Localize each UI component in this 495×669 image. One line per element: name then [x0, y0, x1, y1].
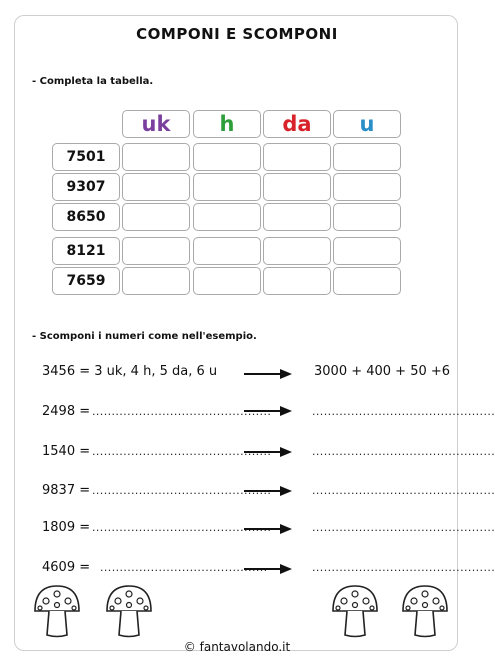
arrow-icon — [244, 524, 292, 534]
table-answer-cell[interactable] — [193, 203, 261, 231]
table-answer-cell[interactable] — [122, 237, 190, 265]
table-answer-cell[interactable] — [193, 143, 261, 171]
table-answer-cell[interactable] — [333, 237, 401, 265]
mushroom-icon — [330, 583, 380, 639]
arrow-icon — [244, 369, 292, 379]
table-answer-cell[interactable] — [122, 203, 190, 231]
table-answer-cell[interactable] — [333, 267, 401, 295]
arrow-icon — [244, 486, 292, 496]
arrow-icon — [244, 406, 292, 416]
table-answer-cell[interactable] — [263, 173, 331, 201]
table-answer-cell[interactable] — [263, 237, 331, 265]
header-u: u — [333, 110, 401, 138]
exercise-9837-answer-line[interactable]: .............................................. — [92, 484, 272, 497]
exercise-1540-number: 1540 = — [42, 444, 91, 459]
table-answer-cell[interactable] — [263, 267, 331, 295]
table-answer-cell[interactable] — [263, 203, 331, 231]
exercise-1809-answer-line[interactable]: .............................................. — [92, 521, 272, 534]
table-number-2: 9307 — [52, 173, 120, 201]
footer-credit: © fantavolando.it — [183, 640, 291, 654]
instruction-decompose: - Scomponi i numeri come nell'esempio. — [32, 331, 257, 342]
exercise-4609-answer-line[interactable]: ........................................... — [100, 561, 268, 574]
arrow-icon — [244, 564, 292, 574]
table-answer-cell[interactable] — [122, 143, 190, 171]
arrow-icon — [244, 447, 292, 457]
worksheet-title: COMPONI E SCOMPONI — [136, 25, 338, 43]
table-answer-cell[interactable] — [193, 237, 261, 265]
exercise-9837-number: 9837 = — [42, 483, 91, 498]
mushroom-icon — [32, 583, 82, 639]
table-answer-cell[interactable] — [122, 173, 190, 201]
table-answer-cell[interactable] — [122, 267, 190, 295]
mushroom-icon — [104, 583, 154, 639]
table-answer-cell[interactable] — [193, 267, 261, 295]
table-answer-cell[interactable] — [263, 143, 331, 171]
exercise-4609-number: 4609 = — [42, 560, 91, 575]
header-da: da — [263, 110, 331, 138]
table-number-3: 8650 — [52, 203, 120, 231]
header-h: h — [193, 110, 261, 138]
instruction-table: - Completa la tabella. — [32, 76, 154, 87]
table-number-1: 7501 — [52, 143, 120, 171]
exercise-1540-result-line[interactable]: ............................................... — [312, 445, 495, 458]
exercise-1809-result-line[interactable]: ............................................... — [312, 521, 495, 534]
table-answer-cell[interactable] — [333, 203, 401, 231]
exercise-4609-result-line[interactable]: ............................................... — [312, 561, 495, 574]
exercise-1809-number: 1809 = — [42, 520, 91, 535]
exercise-2498-answer-line[interactable]: .............................................. — [92, 405, 272, 418]
exercise-2498-number: 2498 = — [42, 404, 91, 419]
example-left: 3456 = 3 uk, 4 h, 5 da, 6 u — [42, 364, 218, 379]
table-answer-cell[interactable] — [193, 173, 261, 201]
mushroom-icon — [400, 583, 450, 639]
table-answer-cell[interactable] — [333, 143, 401, 171]
exercise-9837-result-line[interactable]: ............................................... — [312, 484, 495, 497]
exercise-1540-answer-line[interactable]: .............................................. — [92, 445, 272, 458]
table-number-4: 8121 — [52, 237, 120, 265]
exercise-2498-result-line[interactable]: ............................................... — [312, 405, 495, 418]
example-right: 3000 + 400 + 50 +6 — [314, 364, 451, 379]
table-answer-cell[interactable] — [333, 173, 401, 201]
header-uk: uk — [122, 110, 190, 138]
table-number-5: 7659 — [52, 267, 120, 295]
